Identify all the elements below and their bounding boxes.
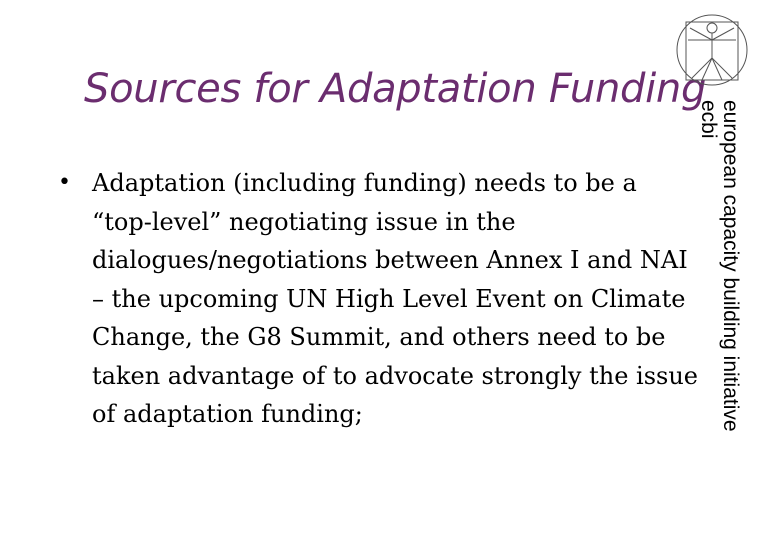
vitruvian-man-icon bbox=[674, 12, 750, 88]
bullet-item bbox=[58, 164, 698, 434]
bullet-text: Adaptation (including funding) needs to be a “top-level” negotiating issue in the dialogues/negotiations between Annex I and NAI – the upcoming UN High Level Event on Climate Change, the G8 Summit, and others need to be taken advantage of to advocate strongly the issue of adaptation funding; bbox=[92, 169, 698, 428]
bullet-dot-icon: • bbox=[58, 170, 71, 195]
slide-title: Sources for Adaptation Funding bbox=[84, 66, 707, 112]
organization-sidebar bbox=[690, 100, 752, 520]
bullet-list bbox=[58, 164, 698, 434]
organization-abbr: ecbi bbox=[697, 100, 720, 139]
organization-name: european capacity building initiative bbox=[719, 100, 742, 432]
